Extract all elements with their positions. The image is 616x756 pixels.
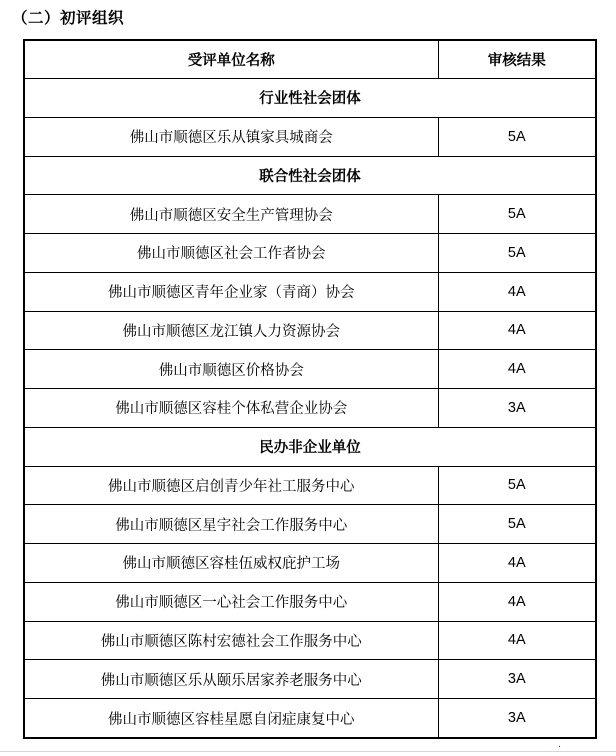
- result-cell: 4A: [438, 311, 596, 350]
- org-name-cell: 佛山市顺德区价格协会: [24, 350, 438, 389]
- table-row: [24, 699, 596, 739]
- result-cell: 5A: [438, 466, 596, 505]
- results-table-body: [24, 79, 596, 739]
- table-row: [24, 621, 596, 660]
- result-cell: 4A: [438, 621, 596, 660]
- table-row: [24, 466, 596, 505]
- org-name-cell: 佛山市顺德区社会工作者协会: [24, 234, 438, 273]
- section-label: 联合性社会团体: [24, 156, 596, 195]
- org-name-cell: 佛山市顺德区启创青少年社工服务中心: [24, 466, 438, 505]
- org-name-cell: 佛山市顺德区乐从镇家具城商会: [24, 117, 438, 156]
- org-name-cell: 佛山市顺德区龙江镇人力资源协会: [24, 311, 438, 350]
- table-row: [24, 272, 596, 311]
- result-cell: 5A: [438, 195, 596, 234]
- result-cell: 3A: [438, 389, 596, 428]
- table-row: [24, 505, 596, 544]
- stray-period-artifact: .: [558, 738, 562, 750]
- section-row: [24, 79, 596, 118]
- org-name-cell: 佛山市顺德区乐从颐乐居家养老服务中心: [24, 660, 438, 699]
- page-bottom-divider: [0, 751, 616, 752]
- org-name-cell: 佛山市顺德区陈村宏德社会工作服务中心: [24, 621, 438, 660]
- org-name-cell: 佛山市顺德区青年企业家（青商）协会: [24, 272, 438, 311]
- table-row: [24, 350, 596, 389]
- org-name-cell: 佛山市顺德区星宇社会工作服务中心: [24, 505, 438, 544]
- section-row: [24, 156, 596, 195]
- table-row: [24, 195, 596, 234]
- org-name-cell: 佛山市顺德区一心社会工作服务中心: [24, 582, 438, 621]
- result-cell: 5A: [438, 117, 596, 156]
- result-cell: 4A: [438, 272, 596, 311]
- result-cell: 4A: [438, 350, 596, 389]
- result-cell: 5A: [438, 505, 596, 544]
- result-cell: 3A: [438, 699, 596, 739]
- page-title: （二）初评组织: [12, 10, 125, 27]
- column-header-result: 审核结果: [438, 40, 596, 79]
- table-row: [24, 660, 596, 699]
- table-row: [24, 234, 596, 273]
- section-row: [24, 427, 596, 466]
- table-row: [24, 544, 596, 583]
- result-cell: 4A: [438, 544, 596, 583]
- org-name-cell: 佛山市顺德区容桂伍威权庇护工场: [24, 544, 438, 583]
- section-label: 民办非企业单位: [24, 427, 596, 466]
- org-name-cell: 佛山市顺德区容桂个体私营企业协会: [24, 389, 438, 428]
- table-row: [24, 311, 596, 350]
- table-row: [24, 117, 596, 156]
- result-cell: 4A: [438, 582, 596, 621]
- column-header-org-name: 受评单位名称: [24, 40, 438, 79]
- org-name-cell: 佛山市顺德区容桂星愿自闭症康复中心: [24, 699, 438, 739]
- results-table: [23, 39, 597, 739]
- org-name-cell: 佛山市顺德区安全生产管理协会: [24, 195, 438, 234]
- table-row: [24, 582, 596, 621]
- table-row: [24, 389, 596, 428]
- table-header-row: [24, 40, 596, 79]
- section-label: 行业性社会团体: [24, 79, 596, 118]
- result-cell: 5A: [438, 234, 596, 273]
- result-cell: 3A: [438, 660, 596, 699]
